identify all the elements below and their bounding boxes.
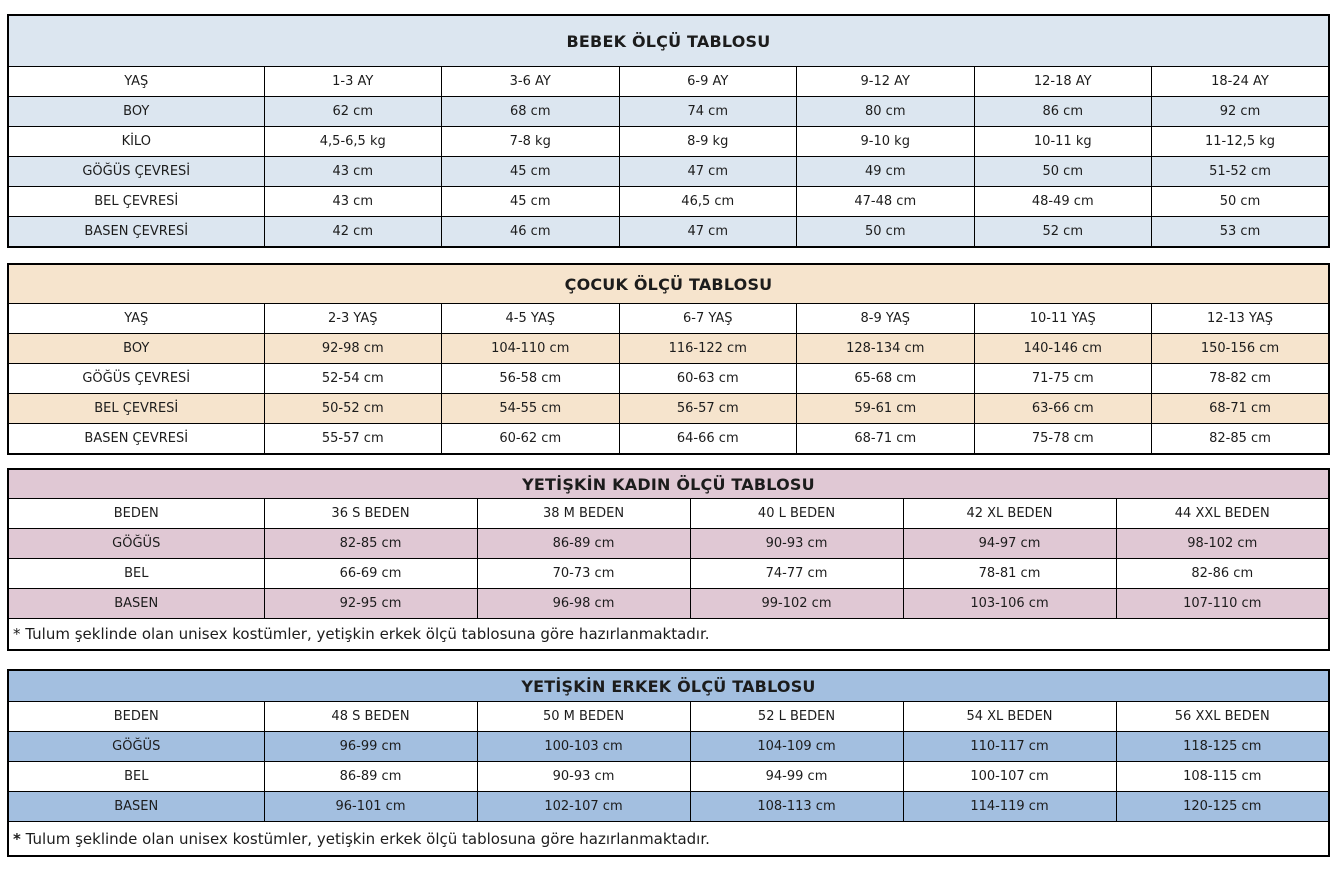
table-row <box>8 499 1329 529</box>
table-row <box>8 762 1329 792</box>
size-cell: 10-11 kg <box>974 127 1152 157</box>
row-label: GÖĞÜS <box>8 732 264 762</box>
size-cell: 71-75 cm <box>974 364 1152 394</box>
size-cell: 49 cm <box>797 157 975 187</box>
adult-women-table-title-row <box>8 469 1329 499</box>
size-cell: 8-9 YAŞ <box>797 304 975 334</box>
row-label: BOY <box>8 334 264 364</box>
size-cell: 4,5-6,5 kg <box>264 127 442 157</box>
table-row <box>8 394 1329 424</box>
size-cell: 107-110 cm <box>1116 589 1329 619</box>
footnote-text: Tulum şeklinde olan unisex kostümler, yetişkin erkek ölçü tablosuna göre hazırlanmaktadır. <box>25 625 710 643</box>
size-cell: 104-109 cm <box>690 732 903 762</box>
size-cell: 99-102 cm <box>690 589 903 619</box>
size-cell: 140-146 cm <box>974 334 1152 364</box>
size-cell: 114-119 cm <box>903 792 1116 822</box>
adult-women-size-table <box>7 468 1330 651</box>
size-cell: 50 cm <box>1152 187 1330 217</box>
table-row <box>8 364 1329 394</box>
row-label: BASEN ÇEVRESİ <box>8 424 264 455</box>
size-cell: 18-24 AY <box>1152 67 1330 97</box>
size-cell: 108-115 cm <box>1116 762 1329 792</box>
size-cell: 6-9 AY <box>619 67 797 97</box>
table-row <box>8 187 1329 217</box>
size-cell: 56-57 cm <box>619 394 797 424</box>
size-cell: 48 S BEDEN <box>264 702 477 732</box>
adult-men-footnote-row <box>8 822 1329 857</box>
table-row <box>8 157 1329 187</box>
row-label: BEL <box>8 762 264 792</box>
row-label: BEL ÇEVRESİ <box>8 394 264 424</box>
size-cell: 52-54 cm <box>264 364 442 394</box>
size-cell: 92-95 cm <box>264 589 477 619</box>
size-cell: 96-101 cm <box>264 792 477 822</box>
size-cell: 54-55 cm <box>442 394 620 424</box>
size-cell: 44 XXL BEDEN <box>1116 499 1329 529</box>
size-cell: 92-98 cm <box>264 334 442 364</box>
size-cell: 11-12,5 kg <box>1152 127 1330 157</box>
size-cell: 50 cm <box>797 217 975 248</box>
size-cell: 50 cm <box>974 157 1152 187</box>
size-cell: 86-89 cm <box>264 762 477 792</box>
size-cell: 103-106 cm <box>903 589 1116 619</box>
size-cell: 42 cm <box>264 217 442 248</box>
size-cell: 86 cm <box>974 97 1152 127</box>
size-cell: 47 cm <box>619 217 797 248</box>
size-cell: 10-11 YAŞ <box>974 304 1152 334</box>
size-cell: 43 cm <box>264 187 442 217</box>
baby-table-title-row <box>8 15 1329 67</box>
size-cell: 65-68 cm <box>797 364 975 394</box>
size-cell: 59-61 cm <box>797 394 975 424</box>
size-cell: 48-49 cm <box>974 187 1152 217</box>
size-cell: 60-63 cm <box>619 364 797 394</box>
size-cell: 68-71 cm <box>797 424 975 455</box>
table-row <box>8 67 1329 97</box>
row-label: BASEN <box>8 792 264 822</box>
size-cell: 40 L BEDEN <box>690 499 903 529</box>
row-label: GÖĞÜS ÇEVRESİ <box>8 364 264 394</box>
table-row <box>8 304 1329 334</box>
size-cell: 56-58 cm <box>442 364 620 394</box>
size-cell: 52 cm <box>974 217 1152 248</box>
size-cell: 47-48 cm <box>797 187 975 217</box>
size-cell: 46 cm <box>442 217 620 248</box>
size-cell: 150-156 cm <box>1152 334 1330 364</box>
size-cell: 82-85 cm <box>264 529 477 559</box>
table-row <box>8 589 1329 619</box>
size-cell: 68-71 cm <box>1152 394 1330 424</box>
size-cell: 45 cm <box>442 187 620 217</box>
size-cell: 118-125 cm <box>1116 732 1329 762</box>
size-cell: 92 cm <box>1152 97 1330 127</box>
size-cell: 68 cm <box>442 97 620 127</box>
table-row <box>8 529 1329 559</box>
size-cell: 9-10 kg <box>797 127 975 157</box>
footnote-asterisk: * <box>13 625 21 643</box>
size-cell: 116-122 cm <box>619 334 797 364</box>
size-cell: 80 cm <box>797 97 975 127</box>
adult-men-table-title-row <box>8 670 1329 702</box>
size-cell: 1-3 AY <box>264 67 442 97</box>
size-charts-page <box>7 14 1330 857</box>
adult-women-table-title: YETİŞKİN KADIN ÖLÇÜ TABLOSU <box>8 469 1329 499</box>
adult-men-table-title: YETİŞKİN ERKEK ÖLÇÜ TABLOSU <box>8 670 1329 702</box>
size-cell: 43 cm <box>264 157 442 187</box>
table-row <box>8 424 1329 455</box>
table-row <box>8 217 1329 248</box>
size-cell: 56 XXL BEDEN <box>1116 702 1329 732</box>
size-cell: 75-78 cm <box>974 424 1152 455</box>
size-cell: 51-52 cm <box>1152 157 1330 187</box>
size-cell: 104-110 cm <box>442 334 620 364</box>
size-cell: 96-98 cm <box>477 589 690 619</box>
size-cell: 7-8 kg <box>442 127 620 157</box>
size-cell: 90-93 cm <box>477 762 690 792</box>
table-row <box>8 702 1329 732</box>
size-cell: 2-3 YAŞ <box>264 304 442 334</box>
size-cell: 90-93 cm <box>690 529 903 559</box>
size-cell: 70-73 cm <box>477 559 690 589</box>
size-cell: 82-86 cm <box>1116 559 1329 589</box>
size-cell: 63-66 cm <box>974 394 1152 424</box>
size-cell: 108-113 cm <box>690 792 903 822</box>
baby-size-table <box>7 14 1330 248</box>
row-label: YAŞ <box>8 67 264 97</box>
table-row <box>8 334 1329 364</box>
row-label: BOY <box>8 97 264 127</box>
size-cell: 4-5 YAŞ <box>442 304 620 334</box>
table-row <box>8 97 1329 127</box>
row-label: BEDEN <box>8 499 264 529</box>
adult-men-size-table <box>7 669 1330 857</box>
row-label: BASEN ÇEVRESİ <box>8 217 264 248</box>
size-cell: 55-57 cm <box>264 424 442 455</box>
size-cell: 45 cm <box>442 157 620 187</box>
size-cell: 53 cm <box>1152 217 1330 248</box>
size-cell: 12-18 AY <box>974 67 1152 97</box>
size-cell: 98-102 cm <box>1116 529 1329 559</box>
baby-table-title: BEBEK ÖLÇÜ TABLOSU <box>8 15 1329 67</box>
row-label: BEDEN <box>8 702 264 732</box>
size-cell: 100-103 cm <box>477 732 690 762</box>
table-row <box>8 732 1329 762</box>
size-cell: 47 cm <box>619 157 797 187</box>
row-label: GÖĞÜS ÇEVRESİ <box>8 157 264 187</box>
row-label: BASEN <box>8 589 264 619</box>
row-label: YAŞ <box>8 304 264 334</box>
size-cell: 60-62 cm <box>442 424 620 455</box>
size-cell: 74 cm <box>619 97 797 127</box>
size-cell: 50-52 cm <box>264 394 442 424</box>
size-cell: 9-12 AY <box>797 67 975 97</box>
row-label: GÖĞÜS <box>8 529 264 559</box>
size-cell: 36 S BEDEN <box>264 499 477 529</box>
size-cell: 12-13 YAŞ <box>1152 304 1330 334</box>
size-cell: 96-99 cm <box>264 732 477 762</box>
size-cell: 82-85 cm <box>1152 424 1330 455</box>
row-label: BEL <box>8 559 264 589</box>
size-cell: 42 XL BEDEN <box>903 499 1116 529</box>
size-cell: 8-9 kg <box>619 127 797 157</box>
size-cell: 102-107 cm <box>477 792 690 822</box>
size-cell: 3-6 AY <box>442 67 620 97</box>
size-cell: 94-99 cm <box>690 762 903 792</box>
row-label: BEL ÇEVRESİ <box>8 187 264 217</box>
size-cell: 78-82 cm <box>1152 364 1330 394</box>
adult-men-footnote <box>8 822 1329 857</box>
size-cell: 110-117 cm <box>903 732 1116 762</box>
size-cell: 100-107 cm <box>903 762 1116 792</box>
size-cell: 38 M BEDEN <box>477 499 690 529</box>
size-cell: 54 XL BEDEN <box>903 702 1116 732</box>
size-cell: 86-89 cm <box>477 529 690 559</box>
size-cell: 62 cm <box>264 97 442 127</box>
child-table-title: ÇOCUK ÖLÇÜ TABLOSU <box>8 264 1329 304</box>
row-label: KİLO <box>8 127 264 157</box>
size-cell: 52 L BEDEN <box>690 702 903 732</box>
size-cell: 64-66 cm <box>619 424 797 455</box>
size-cell: 74-77 cm <box>690 559 903 589</box>
footnote-text: Tulum şeklinde olan unisex kostümler, yetişkin erkek ölçü tablosuna göre hazırlanmaktadır. <box>25 829 710 848</box>
size-cell: 78-81 cm <box>903 559 1116 589</box>
size-cell: 120-125 cm <box>1116 792 1329 822</box>
table-row <box>8 559 1329 589</box>
table-row <box>8 127 1329 157</box>
child-size-table <box>7 263 1330 455</box>
size-cell: 94-97 cm <box>903 529 1116 559</box>
child-table-title-row <box>8 264 1329 304</box>
footnote-asterisk: * <box>13 829 21 848</box>
size-cell: 6-7 YAŞ <box>619 304 797 334</box>
size-cell: 128-134 cm <box>797 334 975 364</box>
adult-women-footnote-row <box>8 619 1329 651</box>
adult-women-footnote <box>8 619 1329 651</box>
table-row <box>8 792 1329 822</box>
size-cell: 50 M BEDEN <box>477 702 690 732</box>
size-cell: 46,5 cm <box>619 187 797 217</box>
size-cell: 66-69 cm <box>264 559 477 589</box>
